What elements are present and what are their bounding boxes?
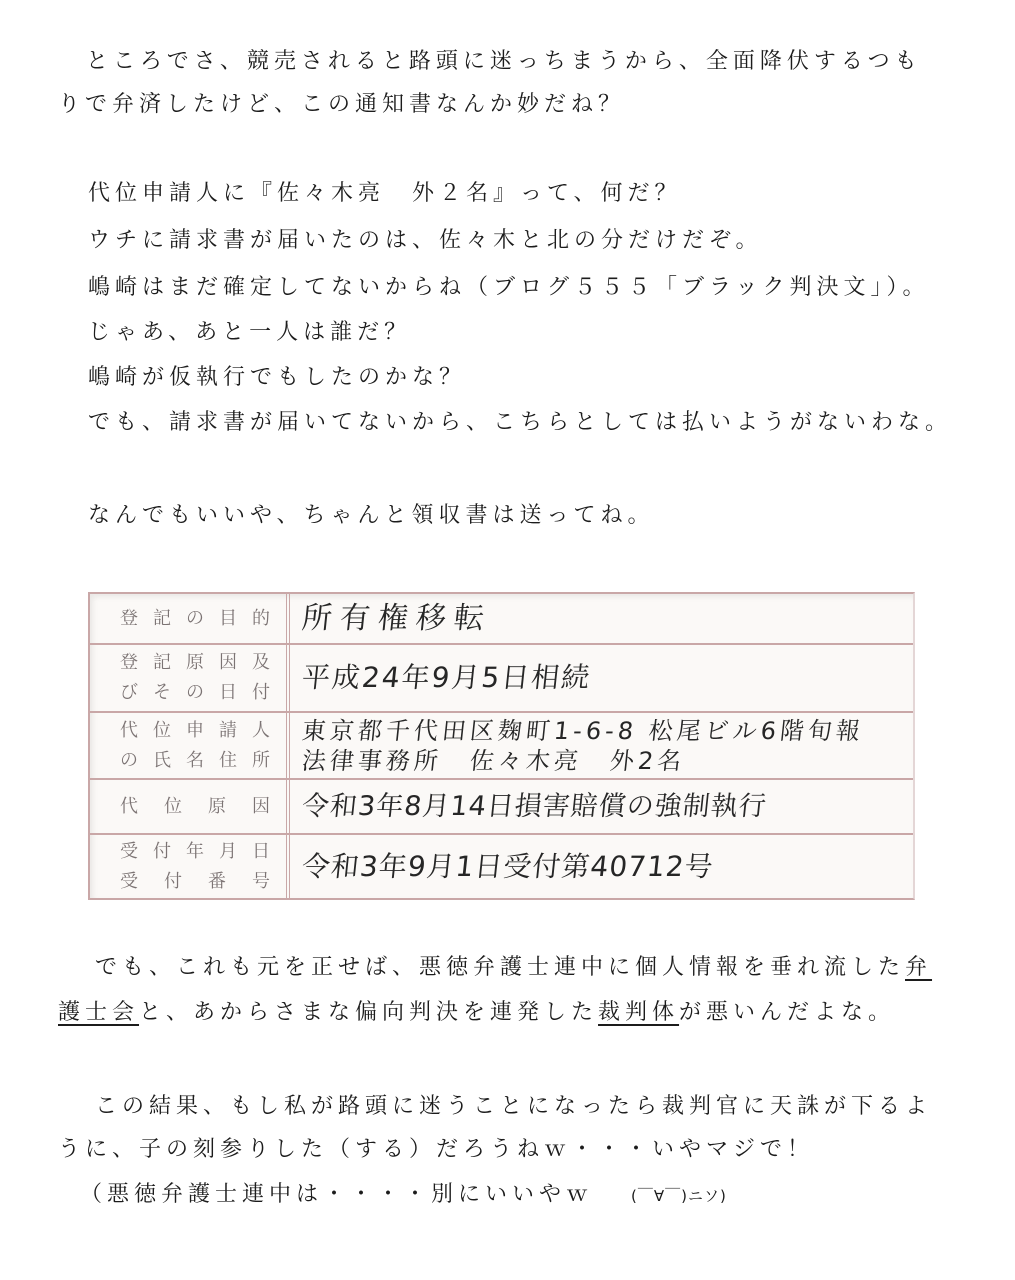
form-label-cell — [90, 780, 290, 833]
underlined-term: 護士会 — [58, 1000, 140, 1025]
form-value-cell — [290, 645, 913, 711]
form-label: 登記原因及 — [120, 652, 270, 673]
form-handwritten-value: 令和3年9月1日受付第40712号 — [300, 849, 716, 883]
p4-line-2 — [58, 998, 895, 1028]
p5-line-3 — [80, 1180, 727, 1211]
form-handwritten-value: 平成24年9月5日相続 — [300, 661, 594, 694]
form-label: 登記の目的 — [120, 607, 270, 629]
form-value-cell — [290, 594, 913, 643]
form-row-cause-date — [90, 645, 913, 713]
form-handwritten-value: 法律事務所 佐々木亮 外2名 — [300, 746, 687, 775]
registry-form-scan — [88, 592, 915, 900]
form-value-cell — [290, 835, 913, 898]
p4-text: と、あからさまな偏向判決を連発した — [139, 1000, 599, 1025]
form-value-cell — [290, 713, 913, 778]
p2-line-4: じゃあ、あと一人は誰だ？ — [88, 320, 412, 345]
form-row-purpose — [90, 594, 913, 645]
p2-line-3: 嶋崎はまだ確定してないからね（ブログ５５５「ブラック判決文」）。 — [88, 275, 930, 300]
p4-text: でも、これも元を正せば、悪徳弁護士連中に個人情報を垂れ流した — [95, 955, 906, 980]
form-handwritten-value: 東京都千代田区麹町1-6-8 松尾ビル6階旬報 — [300, 716, 866, 745]
p5-line-2: うに、子の刻参りした（する）だろうねｗ・・・いやマジで！ — [58, 1137, 815, 1162]
form-label: 代位申請人 — [120, 719, 270, 741]
p2-line-6: でも、請求書が届いてないから、こちらとしては払いようがないわな。 — [88, 410, 953, 435]
p2-line-2: ウチに請求書が届いたのは、佐々木と北の分だけだぞ。 — [88, 228, 763, 253]
emoticon: (￣∀￣)ニソ) — [631, 1187, 727, 1205]
p5-text: （悪徳弁護士連中は・・・・別にいいやｗ — [80, 1182, 594, 1207]
p2-line-1: 代位申請人に『佐々木亮 外２名』って、何だ？ — [88, 181, 682, 206]
form-row-subrogation-cause — [90, 780, 913, 835]
p3-line-1: なんでもいいや、ちゃんと領収書は送ってね。 — [88, 503, 655, 528]
form-label-cell — [90, 594, 290, 643]
form-handwritten-value: 所有権移転 — [300, 600, 494, 636]
underlined-term: 裁判体 — [598, 1000, 680, 1025]
underlined-term: 弁 — [905, 955, 933, 980]
p4-text: が悪いんだよな。 — [679, 1000, 896, 1025]
p5-line-1: この結果、もし私が路頭に迷うことになったら裁判官に天誅が下るよ — [95, 1094, 933, 1119]
form-label: 代位原因 — [120, 795, 270, 817]
form-label: 受付番号 — [120, 870, 270, 892]
form-label-cell — [90, 713, 290, 778]
form-row-receipt — [90, 835, 913, 898]
form-label-cell — [90, 835, 290, 898]
form-label: 受付年月日 — [120, 840, 270, 862]
form-row-subrogation-applicant — [90, 713, 913, 780]
form-handwritten-value: 令和3年8月14日損害賠償の強制執行 — [300, 790, 769, 822]
form-value-cell — [290, 780, 913, 833]
p1-line-1: ところでさ、競売されると路頭に迷っちまうから、全面降伏するつも — [86, 49, 922, 74]
form-label: びその日付 — [120, 682, 270, 703]
form-label: の氏名住所 — [120, 749, 270, 771]
form-label-cell — [90, 645, 290, 711]
p1-line-2: りで弁済したけど、この通知書なんか妙だね？ — [58, 92, 626, 117]
p2-line-5: 嶋崎が仮執行でもしたのかな？ — [88, 365, 467, 390]
p4-line-1 — [95, 953, 932, 983]
